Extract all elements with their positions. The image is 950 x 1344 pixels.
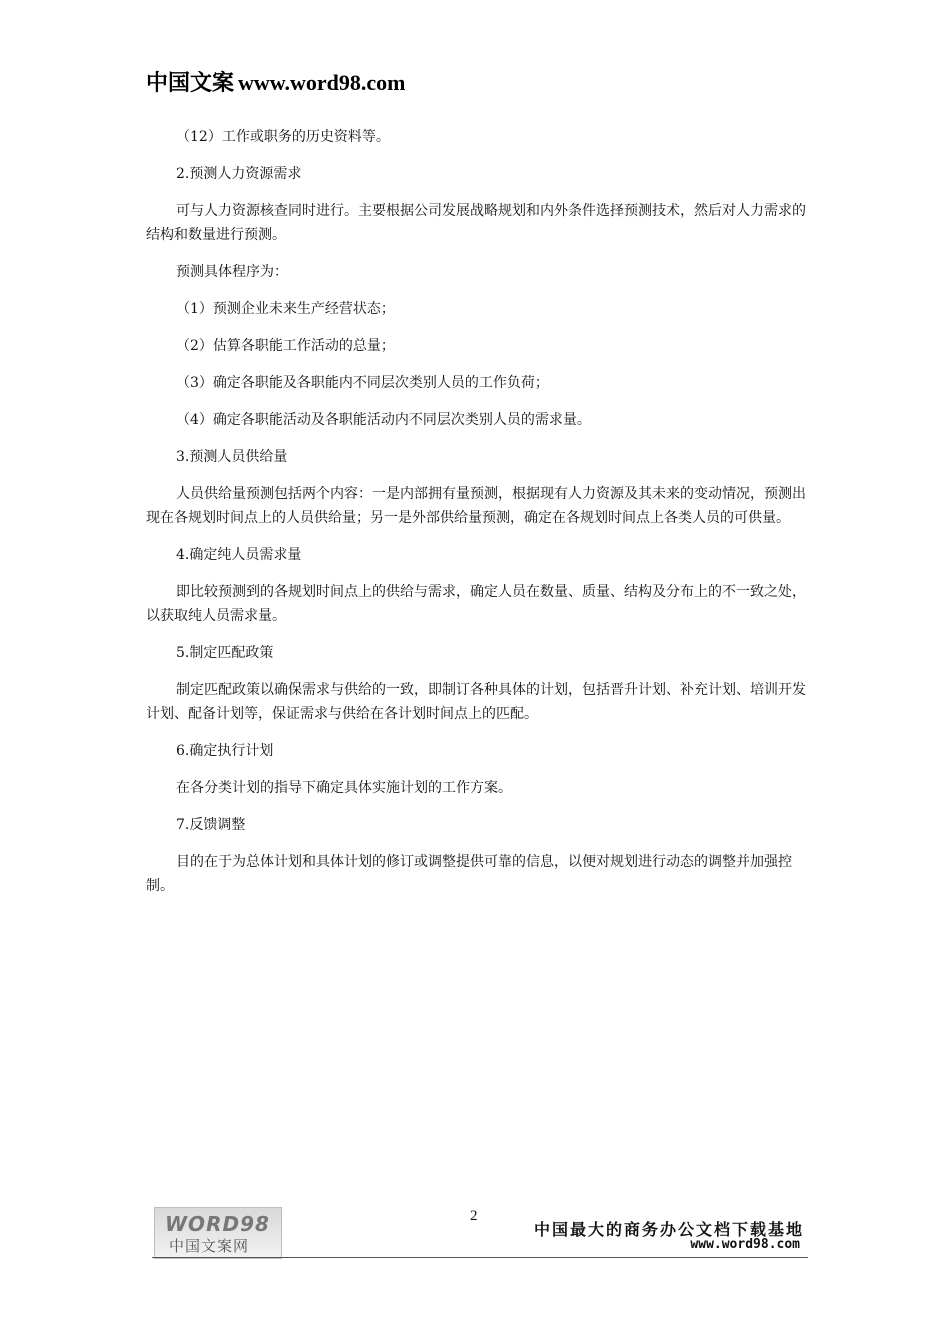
list-item: （12）工作或职务的历史资料等。 — [176, 129, 390, 145]
logo-subtitle: 中国文案网 — [169, 1237, 250, 1255]
list-item: （4）确定各职能活动及各职能活动内不同层次类别人员的需求量。 — [176, 412, 591, 428]
section-heading: 7.反馈调整 — [176, 817, 246, 833]
paragraph: 可与人力资源核查同时进行。主要根据公司发展战略规划和内外条件选择预测技术，然后对人力需求的结构和数量进行预测。 — [146, 203, 806, 243]
footer-divider — [152, 1257, 808, 1258]
list-item: （1）预测企业未来生产经营状态； — [176, 301, 395, 317]
list-item: （2）估算各职能工作活动的总量； — [176, 338, 395, 354]
page-header — [146, 66, 405, 97]
logo-wordmark: WORD98 — [165, 1212, 270, 1236]
footer-url[interactable]: www.word98.com — [690, 1237, 800, 1252]
section-heading: 2.预测人力资源需求 — [176, 166, 302, 182]
paragraph: 人员供给量预测包括两个内容：一是内部拥有量预测，根据现有人力资源及其未来的变动情况，预测出现在各规划时间点上的人员供给量；另一是外部供给量预测，确定在各规划时间点上各类人员的可供量。 — [146, 486, 806, 526]
section-heading: 3.预测人员供给量 — [176, 449, 288, 465]
word98-logo — [154, 1207, 282, 1259]
header-url[interactable]: www.word98.com — [238, 70, 406, 95]
page-number: 2 — [470, 1208, 478, 1224]
paragraph: 目的在于为总体计划和具体计划的修订或调整提供可靠的信息，以便对规划进行动态的调整并加强控制。 — [146, 854, 792, 894]
paragraph: 制定匹配政策以确保需求与供给的一致，即制订各种具体的计划，包括晋升计划、补充计划、培训开发计划、配备计划等，保证需求与供给在各计划时间点上的匹配。 — [146, 682, 806, 722]
header-title: 中国文案 — [146, 71, 235, 96]
footer-slogan: 中国最大的商务办公文档下载基地 — [533, 1220, 804, 1239]
section-heading: 6.确定执行计划 — [176, 743, 274, 759]
document-body — [146, 125, 810, 911]
section-heading: 4.确定纯人员需求量 — [176, 547, 302, 563]
section-heading: 5.制定匹配政策 — [176, 645, 274, 661]
page-footer — [152, 1205, 808, 1260]
paragraph: 在各分类计划的指导下确定具体实施计划的工作方案。 — [176, 780, 512, 796]
list-item: （3）确定各职能及各职能内不同层次类别人员的工作负荷； — [176, 375, 549, 391]
paragraph: 预测具体程序为： — [176, 264, 288, 280]
paragraph: 即比较预测到的各规划时间点上的供给与需求，确定人员在数量、质量、结构及分布上的不一致之处，以获取纯人员需求量。 — [146, 584, 806, 624]
